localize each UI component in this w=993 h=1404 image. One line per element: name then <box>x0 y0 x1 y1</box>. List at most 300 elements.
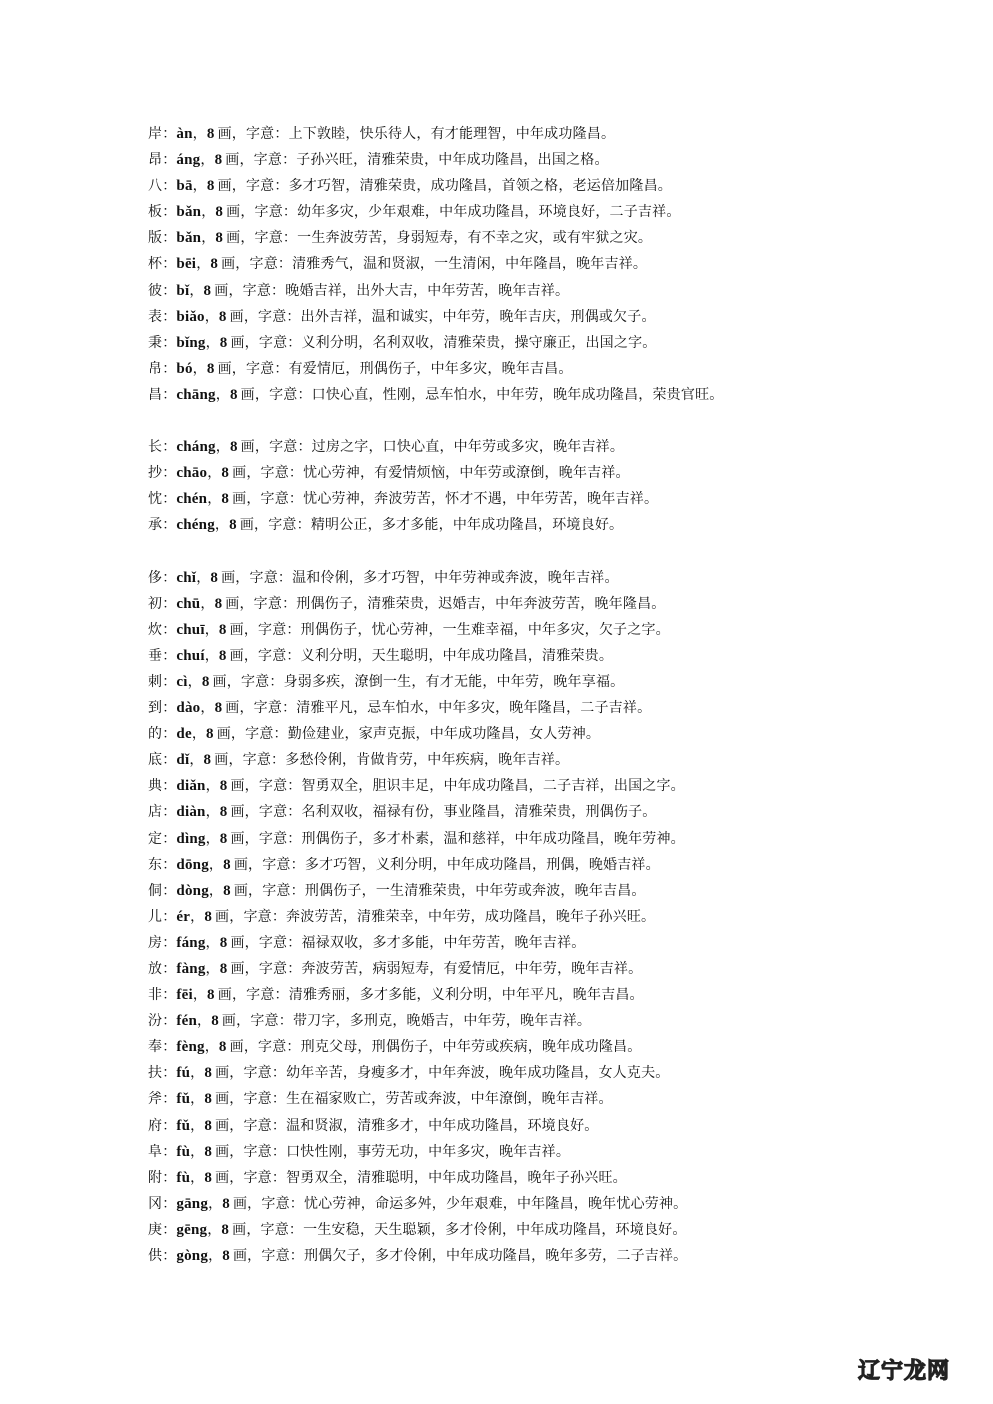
entry-character: 长 <box>148 439 163 456</box>
meaning-label: 字意： <box>258 934 302 951</box>
entry-meaning: 刑偶欠子，多才伶俐，中年成功隆昌，晚年多劳，二子吉祥。 <box>303 1248 688 1265</box>
comma: ， <box>243 621 259 638</box>
meaning-label: 字意： <box>258 1039 301 1056</box>
character-entry <box>148 486 868 512</box>
entry-pinyin: dòng <box>176 882 209 899</box>
colon: ： <box>162 1195 177 1212</box>
entry-meaning: 一生安稳，天生聪颖，多才伶俐，中年成功隆昌，环境良好。 <box>303 1221 687 1238</box>
character-entry <box>148 147 868 173</box>
comma: ， <box>192 126 207 142</box>
character-entry <box>148 1243 868 1269</box>
meaning-label: 字意： <box>260 491 304 508</box>
entry-character: 附 <box>148 1169 163 1186</box>
entry-stroke-count: 8 <box>215 230 224 247</box>
stroke-suffix: 画 <box>230 334 245 351</box>
meaning-label: 字意： <box>253 152 297 169</box>
comma: ， <box>243 1039 259 1056</box>
stroke-suffix: 画 <box>240 386 255 403</box>
meaning-label: 字意： <box>262 856 305 873</box>
stroke-suffix: 画 <box>229 647 244 664</box>
entry-character: 昌 <box>148 386 163 403</box>
comma: ， <box>229 1091 244 1108</box>
colon: ： <box>162 1039 177 1056</box>
entry-pinyin: diàn <box>176 804 206 821</box>
entry-meaning: 义利分明，天生聪明，中年成功隆昌，清雅荣贵。 <box>300 647 614 664</box>
entry-character: 抄 <box>148 465 163 482</box>
colon: ： <box>162 282 177 299</box>
stroke-suffix: 画 <box>229 308 244 325</box>
entry-stroke-count: 8 <box>219 961 228 977</box>
character-entry <box>148 565 868 591</box>
entry-character: 扶 <box>148 1065 163 1082</box>
colon: ： <box>162 673 177 690</box>
character-entry <box>148 826 868 852</box>
entry-character: 斧 <box>148 1091 163 1108</box>
meaning-label: 字意： <box>258 621 301 638</box>
comma: ， <box>207 491 222 508</box>
comma: ， <box>244 804 259 821</box>
meaning-label: 字意： <box>258 804 302 821</box>
entry-pinyin: bā <box>176 178 193 195</box>
comma: ， <box>215 439 230 456</box>
colon: ： <box>162 647 177 664</box>
stroke-suffix: 画 <box>230 961 245 977</box>
meaning-label: 字意： <box>249 569 293 586</box>
entry-meaning: 幼年辛苦，身瘦多才，中年奔波，晚年成功隆昌，女人克夫。 <box>286 1065 670 1082</box>
comma: ， <box>205 934 220 951</box>
stroke-suffix: 画 <box>214 282 229 299</box>
entry-stroke-count: 8 <box>206 178 215 195</box>
character-entry <box>148 1165 868 1191</box>
entry-stroke-count: 8 <box>219 830 228 847</box>
stroke-suffix: 画 <box>232 491 247 508</box>
entry-meaning: 忧心劳神，有爱情烦恼，中年劳或潦倒，晚年吉祥。 <box>303 465 630 482</box>
meaning-label: 字意： <box>246 987 289 1004</box>
entry-character: 昂 <box>148 152 163 169</box>
comma: ， <box>205 778 220 795</box>
entry-stroke-count: 8 <box>229 386 238 403</box>
stroke-suffix: 画 <box>230 830 245 847</box>
stroke-suffix: 画 <box>221 1013 237 1030</box>
comma: ， <box>208 1248 223 1265</box>
entry-stroke-count: 8 <box>221 465 230 482</box>
character-entry <box>148 982 868 1008</box>
entry-character: 冈 <box>148 1195 163 1212</box>
meaning-label: 字意： <box>258 830 302 847</box>
comma: ， <box>244 830 259 847</box>
colon: ： <box>162 230 177 247</box>
comma: ， <box>254 517 269 534</box>
stroke-suffix: 画 <box>217 360 232 377</box>
entry-stroke-count: 8 <box>229 439 238 456</box>
comma: ， <box>204 647 219 664</box>
entry-pinyin: diǎn <box>176 778 206 795</box>
entry-pinyin: dìng <box>176 830 206 847</box>
entry-stroke-count: 8 <box>222 1248 230 1265</box>
entry-pinyin: fēi <box>176 987 193 1004</box>
colon: ： <box>162 465 177 482</box>
character-entry <box>148 121 868 147</box>
character-entry <box>148 1034 868 1060</box>
entry-meaning: 智勇双全，清雅聪明，中年成功隆昌，晚年子孙兴旺。 <box>286 1169 627 1186</box>
meaning-label: 字意： <box>269 439 312 456</box>
entry-pinyin: dōng <box>176 856 209 873</box>
entry-character: 汾 <box>148 1013 163 1030</box>
meaning-label: 字意： <box>245 726 288 743</box>
entry-stroke-count: 8 <box>204 1091 213 1108</box>
meaning-label: 字意： <box>249 256 293 273</box>
comma: ， <box>229 1117 244 1134</box>
comma: ， <box>243 647 259 664</box>
comma: ， <box>215 386 230 403</box>
comma: ， <box>240 204 255 221</box>
entry-stroke-count: 8 <box>218 1039 227 1056</box>
meaning-label: 字意： <box>258 961 302 977</box>
entry-pinyin: áng <box>176 152 201 169</box>
entry-character: 侈 <box>148 569 163 586</box>
character-entry <box>148 199 868 225</box>
entry-meaning: 出外吉祥，温和诚实，中年劳，晚年吉庆，刑偶或欠子。 <box>300 308 656 325</box>
entry-pinyin: chāng <box>176 386 216 403</box>
entry-stroke-count: 8 <box>223 856 231 873</box>
entry-meaning: 刑克父母，刑偶伤子，中年劳或疾病，晚年成功隆昌。 <box>300 1039 642 1056</box>
comma: ， <box>208 882 224 899</box>
entry-meaning: 子孙兴旺，清雅荣贵，中年成功隆昌，出国之格。 <box>296 152 609 169</box>
colon: ： <box>162 126 177 142</box>
comma: ， <box>200 152 215 169</box>
comma: ， <box>192 360 207 377</box>
character-entry <box>148 356 868 382</box>
comma: ， <box>200 700 215 717</box>
character-entry <box>148 1008 868 1034</box>
meaning-label: 字意： <box>258 778 302 795</box>
entry-character: 侗 <box>148 882 163 899</box>
colon: ： <box>162 360 177 377</box>
entry-meaning: 奔波劳苦，病弱短寿，有爱情厄，中年劳，晚年吉祥。 <box>301 961 643 977</box>
entry-character: 版 <box>148 230 163 247</box>
entry-pinyin: cháng <box>176 439 216 456</box>
meaning-label: 字意： <box>245 360 289 377</box>
entry-meaning: 上下敦睦，快乐待人，有才能理智，中年成功隆昌。 <box>288 126 616 142</box>
entry-meaning: 温和伶俐，多才巧智，中年劳神或奔波，晚年吉祥。 <box>292 569 619 586</box>
entry-meaning: 带刀字，多刑克，晚婚吉，中年劳，晚年吉祥。 <box>292 1013 592 1030</box>
entry-meaning: 忧心劳神，命运多舛，少年艰难，中年隆昌，晚年忧心劳神。 <box>303 1195 688 1212</box>
entry-stroke-count: 8 <box>204 1065 213 1082</box>
comma: ， <box>204 621 219 638</box>
entry-pinyin: chén <box>176 491 208 508</box>
entry-meaning: 刑偶伤子，清雅荣贵，迟婚吉，中年奔波劳苦，晚年隆昌。 <box>296 595 666 612</box>
entry-stroke-count: 8 <box>223 882 231 899</box>
comma: ， <box>229 1169 244 1186</box>
colon: ： <box>162 961 177 977</box>
entry-meaning: 精明公正，多才多能，中年成功隆昌，环境良好。 <box>310 517 624 534</box>
colon: ： <box>162 1169 177 1186</box>
meaning-label: 字意： <box>260 1221 304 1238</box>
stroke-suffix: 画 <box>217 178 232 195</box>
entry-stroke-count: 8 <box>229 517 237 534</box>
comma: ， <box>229 908 244 925</box>
character-entry <box>148 382 868 408</box>
entry-character: 炊 <box>148 621 163 638</box>
comma: ， <box>187 673 202 690</box>
entry-stroke-count: 8 <box>206 126 215 142</box>
comma: ， <box>235 256 250 273</box>
meaning-label: 字意： <box>240 673 284 690</box>
entry-stroke-count: 8 <box>203 752 212 769</box>
comma: ， <box>204 1039 219 1056</box>
entry-character: 典 <box>148 778 163 795</box>
stroke-suffix: 画 <box>240 439 255 456</box>
entry-meaning: 智勇双全，胆识丰足，中年成功隆昌，二子吉祥，出国之字。 <box>301 778 685 795</box>
entry-meaning: 名利双收，福禄有份，事业隆昌，清雅荣贵，刑偶伤子。 <box>301 804 657 821</box>
character-entry <box>148 695 868 721</box>
entry-meaning: 清雅秀气，温和贤淑，一生清闲，中年隆昌，晚年吉祥。 <box>292 256 648 273</box>
entry-stroke-count: 8 <box>214 152 223 169</box>
stroke-suffix: 画 <box>232 1248 248 1265</box>
entry-pinyin: fén <box>176 1013 198 1030</box>
entry-pinyin: cì <box>176 673 188 690</box>
entry-stroke-count: 8 <box>207 987 215 1004</box>
colon: ： <box>162 1013 177 1030</box>
entry-stroke-count: 8 <box>219 778 228 795</box>
entry-character: 垂 <box>148 647 163 664</box>
comma: ， <box>205 804 220 821</box>
entry-character: 庚 <box>148 1221 163 1238</box>
entry-character: 府 <box>148 1117 163 1134</box>
colon: ： <box>162 700 177 717</box>
entry-stroke-count: 8 <box>219 934 228 951</box>
comma: ， <box>207 465 222 482</box>
entry-stroke-count: 8 <box>203 282 212 299</box>
stroke-suffix: 画 <box>233 856 249 873</box>
comma: ， <box>190 1143 205 1160</box>
character-entry <box>148 747 868 773</box>
entry-stroke-count: 8 <box>206 360 215 377</box>
entry-character: 秉 <box>148 334 163 351</box>
entry-character: 岸 <box>148 126 163 142</box>
comma: ， <box>192 178 207 195</box>
comma: ， <box>239 700 254 717</box>
colon: ： <box>162 934 177 951</box>
comma: ， <box>205 830 220 847</box>
stroke-suffix: 画 <box>215 1065 230 1082</box>
character-entry <box>148 512 868 538</box>
comma: ， <box>246 1221 261 1238</box>
stroke-suffix: 画 <box>217 987 232 1004</box>
meaning-label: 字意： <box>254 230 298 247</box>
comma: ， <box>190 1169 205 1186</box>
entry-pinyin: bēi <box>176 256 197 273</box>
colon: ： <box>162 569 177 586</box>
meaning-label: 字意： <box>260 465 304 482</box>
entry-stroke-count: 8 <box>219 334 228 351</box>
character-entry <box>148 878 868 904</box>
comma: ， <box>239 152 254 169</box>
stroke-suffix: 画 <box>226 204 241 221</box>
comma: ， <box>205 961 220 977</box>
entry-pinyin: chū <box>176 595 201 612</box>
colon: ： <box>162 778 177 795</box>
comma: ， <box>197 1013 212 1030</box>
stroke-suffix: 画 <box>214 752 229 769</box>
entry-character: 表 <box>148 308 163 325</box>
stroke-suffix: 画 <box>221 256 236 273</box>
site-watermark-logo <box>858 1358 958 1386</box>
entry-meaning: 晚婚吉祥，出外大吉，中年劳苦，晚年吉祥。 <box>285 282 570 299</box>
comma: ， <box>214 517 230 534</box>
entry-pinyin: de <box>176 726 192 743</box>
entry-meaning: 身弱多疾，潦倒一生，有才无能，中年劳，晚年享福。 <box>283 673 625 690</box>
comma: ， <box>244 778 259 795</box>
comma: ， <box>226 673 241 690</box>
entry-pinyin: fèng <box>176 1039 205 1056</box>
meaning-label: 字意： <box>242 752 286 769</box>
meaning-label: 字意： <box>250 1013 293 1030</box>
colon: ： <box>162 830 177 847</box>
meaning-label: 字意： <box>269 386 312 403</box>
entry-pinyin: dào <box>176 700 201 717</box>
meaning-label: 字意： <box>253 595 297 612</box>
entry-pinyin: fú <box>176 1065 191 1082</box>
entry-pinyin: fù <box>176 1143 191 1160</box>
entry-pinyin: bǐ <box>176 282 190 299</box>
entry-stroke-count: 8 <box>214 700 223 717</box>
colon: ： <box>162 987 177 1004</box>
comma: ， <box>196 569 211 586</box>
comma: ， <box>190 908 205 925</box>
entry-pinyin: fǔ <box>176 1091 191 1108</box>
entry-stroke-count: 8 <box>204 1117 213 1134</box>
meaning-label: 字意： <box>243 1143 287 1160</box>
comma: ， <box>231 178 246 195</box>
colon: ： <box>162 386 177 403</box>
stroke-suffix: 画 <box>232 1221 247 1238</box>
entry-stroke-count: 8 <box>214 595 223 612</box>
character-entry <box>148 434 868 460</box>
comma: ， <box>228 282 243 299</box>
entry-meaning: 多才巧智，义利分明，中年成功隆昌，刑偶，晚婚吉祥。 <box>304 856 660 873</box>
entry-stroke-count: 8 <box>204 1143 213 1160</box>
entry-pinyin: chuí <box>176 647 205 664</box>
entry-pinyin: bǎn <box>176 230 202 247</box>
comma: ， <box>254 386 270 403</box>
comma: ， <box>189 282 204 299</box>
entry-stroke-count: 8 <box>204 1169 213 1186</box>
entry-meaning: 清雅秀丽，多才多能，义利分明，中年平凡，晚年吉昌。 <box>288 987 644 1004</box>
entry-character: 帛 <box>148 360 163 377</box>
entry-meaning: 福禄双收，多才多能，中年劳苦，晚年吉祥。 <box>301 934 586 951</box>
comma: ， <box>229 1143 244 1160</box>
entry-pinyin: dǐ <box>176 752 190 769</box>
meaning-label: 字意： <box>261 1195 304 1212</box>
entry-meaning: 勤俭建业，家声克振，中年成功隆昌，女人劳神。 <box>287 726 601 743</box>
entry-meaning: 有爱情厄，刑偶伤子，中年多灾，晚年吉昌。 <box>288 360 573 377</box>
colon: ： <box>162 1221 177 1238</box>
colon: ： <box>162 204 177 221</box>
entry-pinyin: chéng <box>176 517 215 534</box>
character-entry <box>148 852 868 878</box>
entry-character: 的 <box>148 726 163 743</box>
entry-stroke-count: 8 <box>211 1013 219 1030</box>
character-entry <box>148 460 868 486</box>
entry-meaning: 一生奔波劳苦，身弱短寿，有不幸之灾，或有牢狱之灾。 <box>297 230 653 247</box>
comma: ， <box>200 595 215 612</box>
entry-character: 房 <box>148 934 163 951</box>
entry-stroke-count: 8 <box>215 204 224 221</box>
character-list <box>148 121 868 1269</box>
stroke-suffix: 画 <box>239 517 255 534</box>
meaning-label: 字意： <box>258 647 301 664</box>
entry-stroke-count: 8 <box>204 908 213 925</box>
entry-pinyin: àn <box>176 126 193 142</box>
entry-meaning: 刑偶伤子，一生清雅荣贵，中年劳或奔波，晚年吉昌。 <box>304 882 646 899</box>
comma: ， <box>231 987 247 1004</box>
colon: ： <box>162 752 177 769</box>
stroke-suffix: 画 <box>215 1143 230 1160</box>
character-entry <box>148 278 868 304</box>
entry-meaning: 幼年多灾，少年艰难，中年成功隆昌，环境良好，二子吉祥。 <box>297 204 681 221</box>
comma: ， <box>205 334 220 351</box>
character-entry <box>148 173 868 199</box>
meaning-label: 字意： <box>242 282 286 299</box>
entry-character: 刺 <box>148 673 163 690</box>
character-entry <box>148 1113 868 1139</box>
comma: ， <box>207 1221 222 1238</box>
comma: ， <box>190 1117 205 1134</box>
stroke-suffix: 画 <box>221 569 236 586</box>
entry-pinyin: gòng <box>176 1248 209 1265</box>
meaning-label: 字意： <box>258 334 302 351</box>
meaning-label: 字意： <box>262 882 305 899</box>
comma: ， <box>191 726 207 743</box>
character-entry <box>148 1217 868 1243</box>
entry-stroke-count: 8 <box>218 647 227 664</box>
character-entry <box>148 617 868 643</box>
comma: ， <box>246 491 261 508</box>
colon: ： <box>162 1065 177 1082</box>
character-entry <box>148 904 868 930</box>
character-entry <box>148 669 868 695</box>
comma: ， <box>208 856 224 873</box>
entry-character: 承 <box>148 517 163 534</box>
entry-pinyin: biǎo <box>176 308 205 325</box>
comma: ， <box>244 334 259 351</box>
entry-character: 放 <box>148 961 163 977</box>
entry-meaning: 温和贤淑，清雅多才，中年成功隆昌，环境良好。 <box>286 1117 599 1134</box>
meaning-label: 字意： <box>261 1248 304 1265</box>
entry-character: 彼 <box>148 282 163 299</box>
entry-meaning: 口快性刚，事劳无功，中年多灾，晚年吉祥。 <box>286 1143 571 1160</box>
entry-stroke-count: 8 <box>218 308 227 325</box>
colon: ： <box>162 439 177 456</box>
character-entry <box>148 956 868 982</box>
entry-pinyin: chāo <box>176 465 208 482</box>
character-entry <box>148 721 868 747</box>
colon: ： <box>162 726 177 743</box>
meaning-label: 字意： <box>243 908 287 925</box>
comma: ， <box>192 987 208 1004</box>
stroke-suffix: 画 <box>217 126 232 142</box>
comma: ， <box>204 308 219 325</box>
colon: ： <box>162 1117 177 1134</box>
entry-stroke-count: 8 <box>218 621 227 638</box>
stroke-suffix: 画 <box>225 152 240 169</box>
entry-meaning: 刑偶伤子，多才朴素，温和慈祥，中年成功隆昌，晚年劳神。 <box>301 830 685 847</box>
entry-pinyin: chǐ <box>176 569 197 586</box>
comma: ， <box>230 726 246 743</box>
colon: ： <box>162 908 177 925</box>
meaning-label: 字意： <box>243 1065 287 1082</box>
